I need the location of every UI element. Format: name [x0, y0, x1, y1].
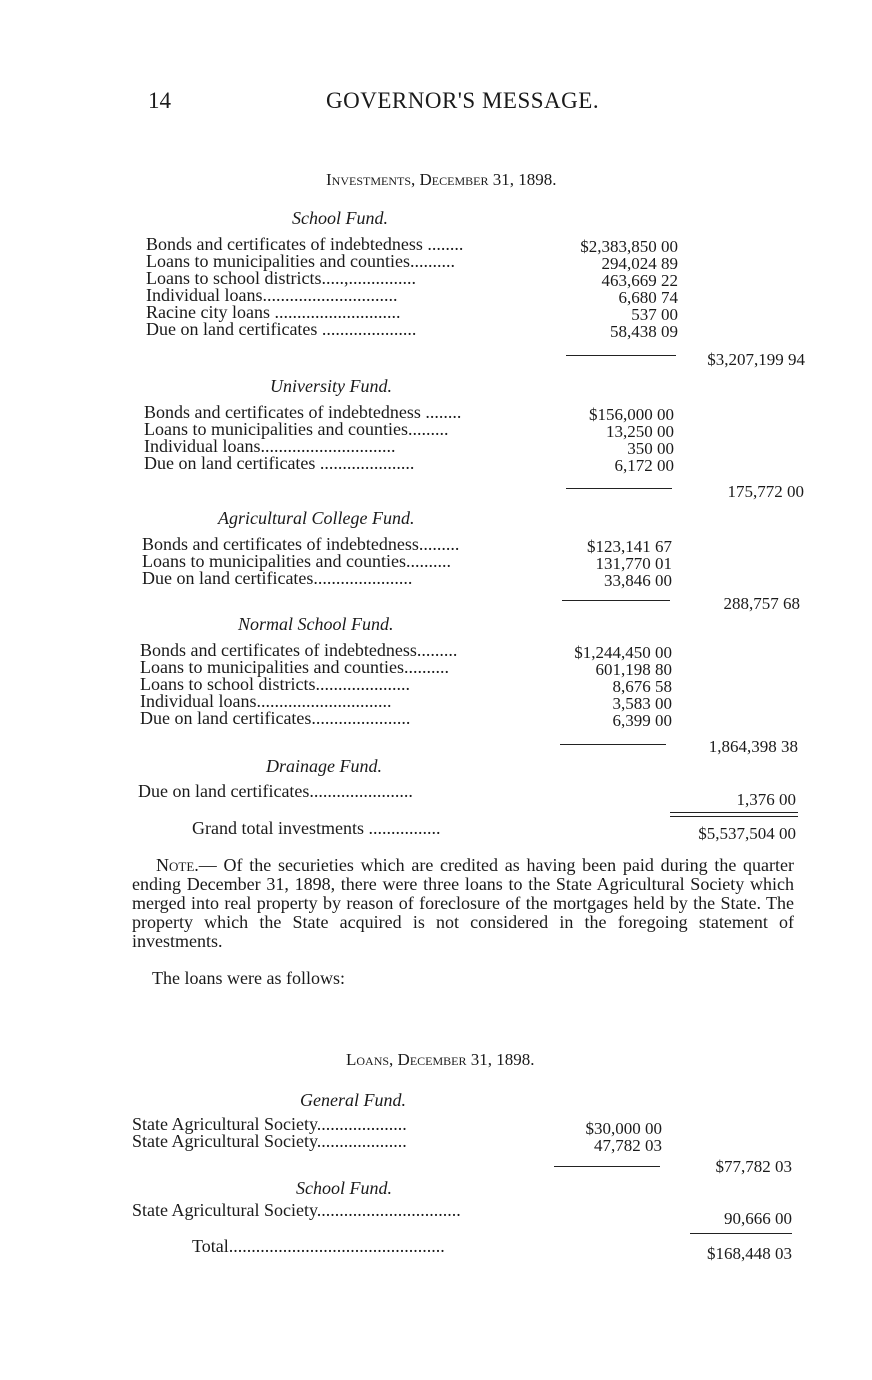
university-fund-labels [144, 404, 461, 472]
total-rule [670, 812, 798, 813]
table-row-label: Individual loans.............................. [144, 436, 396, 456]
loans-intro: The loans were as follows: [152, 968, 345, 988]
table-row-amount: 350 00 [627, 439, 674, 458]
table-row-label: Loans to municipalities and counties.......... [142, 551, 451, 571]
table-row-amount: 13,250 00 [606, 422, 674, 441]
loans-total-amount: $168,448 03 [707, 1244, 792, 1263]
table-row-amount: 6,399 00 [612, 711, 672, 730]
grand-total-amount: $5,537,504 00 [698, 824, 796, 843]
school-fund-labels [146, 236, 463, 338]
general-fund-title: General Fund. [300, 1090, 406, 1110]
table-row-amount: $123,141 67 [587, 537, 672, 556]
table-row-label: Due on land certificates ..................... [146, 319, 417, 339]
subtotal-rule [554, 1166, 660, 1167]
grand-total-label: Grand total investments ................ [192, 818, 441, 838]
table-row-amount: 601,198 80 [595, 660, 672, 679]
subtotal-rule [566, 488, 672, 489]
table-row-label: Due on land certificates...................... [142, 568, 413, 588]
total-rule [670, 816, 798, 817]
table-row-label: Bonds and certificates of indebtedness ........ [146, 234, 464, 254]
note-paragraph [132, 856, 794, 951]
table-row-label: Loans to municipalities and counties......... [144, 419, 449, 439]
table-row-label: Loans to municipalities and counties.......... [146, 251, 455, 271]
drainage-fund-row-label: Due on land certificates....................... [138, 781, 413, 801]
table-row-amount: 294,024 89 [601, 254, 678, 273]
loans-heading: Loans, December 31, 1898. [346, 1050, 535, 1069]
drainage-fund-total: 1,376 00 [736, 790, 796, 809]
table-row-amount: $2,383,850 00 [580, 237, 678, 256]
normal-school-fund-title: Normal School Fund. [238, 614, 394, 634]
normal-school-fund-labels [140, 642, 457, 727]
university-fund-title: University Fund. [270, 376, 392, 396]
loans-total-label: Total................................................ [192, 1236, 445, 1256]
subtotal-rule [560, 744, 666, 745]
table-row-amount: 58,438 09 [610, 322, 678, 341]
agricultural-college-fund-title: Agricultural College Fund. [218, 508, 415, 528]
agricultural-college-fund-labels [142, 536, 459, 587]
subtotal-rule [562, 600, 670, 601]
university-fund-total: 175,772 00 [727, 482, 804, 501]
school-fund-total: $3,207,199 94 [707, 350, 805, 369]
table-row-amount: 33,846 00 [604, 571, 672, 590]
investments-heading: Investments, December 31, 1898. [326, 170, 557, 189]
table-row-label: Loans to school districts.....,............... [146, 268, 416, 288]
university-fund-amounts [560, 406, 674, 474]
table-row-amount: 6,172 00 [614, 456, 674, 475]
agricultural-college-fund-total: 288,757 68 [723, 594, 800, 613]
normal-school-fund-amounts [554, 644, 672, 729]
running-head: GOVERNOR'S MESSAGE. [326, 88, 600, 113]
table-row-amount: 463,669 22 [601, 271, 678, 290]
table-row-amount: 3,583 00 [612, 694, 672, 713]
table-row-amount: $1,244,450 00 [574, 643, 672, 662]
table-row-amount: 537 00 [631, 305, 678, 324]
school-fund-amounts [560, 238, 678, 340]
table-row-label: Bonds and certificates of indebtedness......... [140, 640, 458, 660]
drainage-fund-title: Drainage Fund. [266, 756, 382, 776]
table-row-label: State Agricultural Society.................... [132, 1131, 407, 1151]
table-row-label: Individual loans.............................. [146, 285, 398, 305]
table-row-label: Due on land certificates...................... [140, 708, 411, 728]
school-fund-title: School Fund. [292, 208, 388, 228]
general-fund-labels [132, 1116, 407, 1150]
table-row-label: Bonds and certificates of indebtedness......... [142, 534, 460, 554]
subtotal-rule [566, 355, 676, 356]
table-row-amount: $30,000 00 [585, 1119, 662, 1138]
note-lead: Note. [156, 855, 199, 875]
loans-school-fund-row-label: State Agricultural Society................................ [132, 1200, 461, 1220]
normal-school-fund-total: 1,864,398 38 [708, 737, 798, 756]
table-row-label: Loans to school districts..................... [140, 674, 410, 694]
page-number: 14 [148, 88, 171, 113]
agricultural-college-fund-amounts [556, 538, 672, 589]
table-row-label: Bonds and certificates of indebtedness ........ [144, 402, 462, 422]
table-row-amount: 131,770 01 [595, 554, 672, 573]
general-fund-amounts [548, 1120, 662, 1154]
note-text: — Of the securieties which are credited as having been paid during the quarter ending December 31, 1898, there were three loans to the State Agricultural Society which merged into real property by reason of foreclosure of the mortgages held by the State. The property which the State acquired is not considered in the foregoing statement of investments. [132, 855, 794, 951]
table-row-label: Individual loans.............................. [140, 691, 392, 711]
table-row-label: State Agricultural Society.................... [132, 1114, 407, 1134]
table-row-amount: 6,680 74 [618, 288, 678, 307]
table-row-amount: 8,676 58 [612, 677, 672, 696]
general-fund-total: $77,782 03 [715, 1157, 792, 1176]
total-rule [690, 1233, 792, 1234]
table-row-label: Due on land certificates ..................... [144, 453, 415, 473]
table-row-label: Racine city loans ............................ [146, 302, 401, 322]
table-row-label: Loans to municipalities and counties.......... [140, 657, 449, 677]
table-row-amount: $156,000 00 [589, 405, 674, 424]
loans-school-fund-total: 90,666 00 [724, 1209, 792, 1228]
table-row-amount: 47,782 03 [594, 1136, 662, 1155]
loans-school-fund-title: School Fund. [296, 1178, 392, 1198]
